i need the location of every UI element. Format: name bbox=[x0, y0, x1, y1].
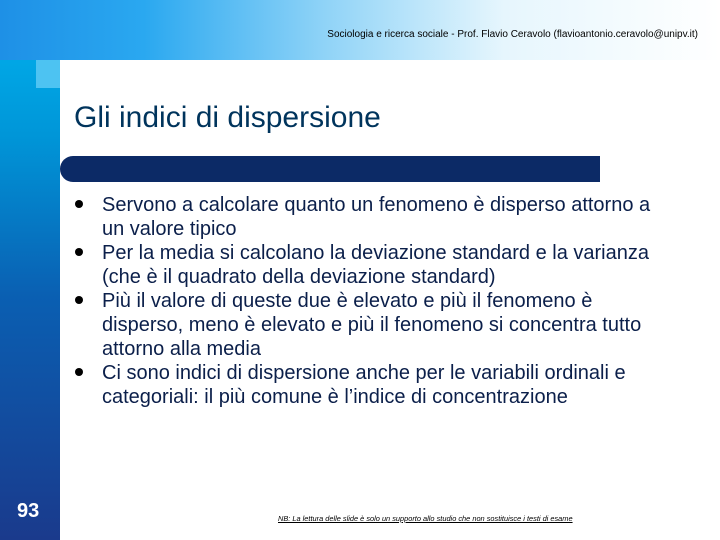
bullet-list bbox=[70, 193, 670, 409]
bullet-text: Per la media si calcolano la deviazione standard e la varianza (che è il quadrato della deviazione standard) bbox=[102, 242, 649, 288]
bullet-dot-icon bbox=[75, 248, 83, 256]
title-underline-bar bbox=[60, 156, 600, 182]
bullet-dot-icon bbox=[75, 368, 83, 376]
bullet-item bbox=[70, 361, 670, 409]
footnote: NB: La lettura delle slide è solo un supporto allo studio che non sostituisce i testi di esame bbox=[278, 514, 573, 523]
bullet-item bbox=[70, 241, 670, 289]
page-number: 93 bbox=[17, 500, 40, 522]
corner-accent bbox=[36, 60, 60, 88]
bullet-dot-icon bbox=[75, 200, 83, 208]
bullet-item bbox=[70, 289, 670, 361]
bullet-text: Servono a calcolare quanto un fenomeno è disperso attorno a un valore tipico bbox=[102, 194, 651, 240]
course-header: Sociologia e ricerca sociale - Prof. Flavio Ceravolo (flavioantonio.ceravolo@unipv.it) bbox=[327, 29, 698, 40]
bullet-item bbox=[70, 193, 670, 241]
bullet-text: Ci sono indici di dispersione anche per le variabili ordinali e categoriali: il più comune è l’indice di concentrazione bbox=[102, 362, 626, 408]
bullet-text: Più il valore di queste due è elevato e più il fenomeno è disperso, meno è elevato e più il fenomeno si concentra tutto attorno alla media bbox=[102, 290, 642, 360]
bullet-dot-icon bbox=[75, 296, 83, 304]
slide-title: Gli indici di dispersione bbox=[74, 101, 381, 134]
